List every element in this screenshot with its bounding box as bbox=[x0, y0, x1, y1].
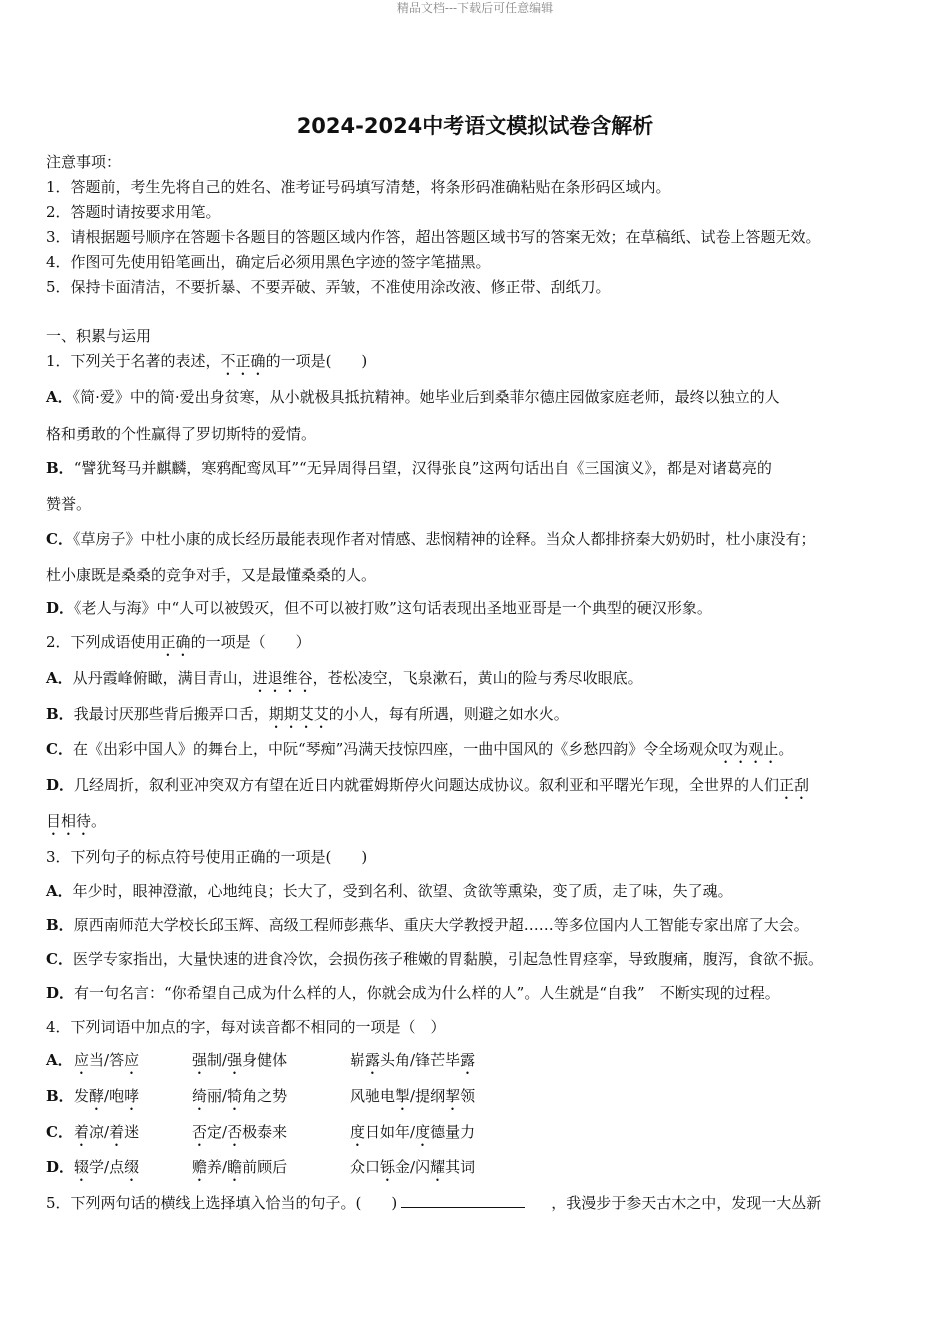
question-1-option-a-cont: 格和勇敢的个性赢得了罗切斯特的爱情。 bbox=[46, 425, 317, 443]
emphasis-text: 正确 bbox=[160, 633, 191, 651]
dotted-char: 度 bbox=[350, 1123, 366, 1141]
question-1-option-d: D．《老人与海》中“人可以被毁灭，但不可以被打败”这句话表现出圣地亚哥是一个典型的硬汉形象。 bbox=[46, 599, 712, 617]
emphasis-text: 进退维谷 bbox=[252, 669, 313, 687]
dotted-char: 犄 bbox=[227, 1087, 243, 1105]
question-4-word-pair: 强制/强身健体 bbox=[192, 1051, 288, 1069]
question-4-word-pair: 度日如年/度德量力 bbox=[350, 1123, 476, 1141]
question-4-word-pair: 风驰电掣/提纲挈领 bbox=[350, 1087, 476, 1105]
dotted-char: 应 bbox=[124, 1051, 140, 1069]
dotted-char: 着 bbox=[109, 1123, 125, 1141]
question-1-stem: 1．下列关于名著的表述，不正确的一项是( ) bbox=[46, 352, 368, 370]
dotted-char: 否 bbox=[227, 1123, 243, 1141]
notice-item-4: 4．作图可先使用铅笔画出，确定后必须用黑色字迹的签字笔描黑。 bbox=[46, 253, 491, 271]
question-4-word-pair: 着凉/着迷 bbox=[74, 1123, 140, 1141]
question-3-option-c: C．医学专家指出，大量快速的进食冷饮，会损伤孩子稚嫩的胃黏膜，引起急性胃痉挛，导致腹痛，腹泻，食欲不振。 bbox=[46, 950, 823, 968]
section-heading: 一、积累与运用 bbox=[46, 327, 152, 345]
question-2-option-c: C．在《出彩中国人》的舞台上，中阮“琴痴”冯满天技惊四座，一曲中国风的《乡愁四韵》令全场观众叹为观止。 bbox=[46, 740, 794, 758]
question-4-word-pair: 发酵/咆哮 bbox=[74, 1087, 140, 1105]
dotted-char: 缀 bbox=[124, 1158, 140, 1176]
page-title: 2024-2024中考语文模拟试卷含解析 bbox=[296, 114, 654, 138]
dotted-char: 否 bbox=[192, 1123, 208, 1141]
emphasis-text: 正刮 bbox=[779, 776, 810, 794]
dotted-char: 强 bbox=[192, 1051, 208, 1069]
question-4-option-label: D． bbox=[46, 1158, 75, 1176]
question-2-option-d-cont: 目相待。 bbox=[46, 812, 107, 830]
emphasis-text: 叹为观止 bbox=[718, 740, 779, 758]
dotted-char: 挈 bbox=[445, 1087, 461, 1105]
emphasis-text: 不正确 bbox=[220, 352, 266, 370]
question-4-stem: 4．下列词语中加点的字，每对读音都不相同的一项是（ ） bbox=[46, 1018, 446, 1036]
notice-heading: 注意事项： bbox=[46, 153, 122, 171]
question-4-word-pair: 否定/否极泰来 bbox=[192, 1123, 288, 1141]
question-4-word-pair: 绮丽/犄角之势 bbox=[192, 1087, 288, 1105]
question-4-word-pair: 崭露头角/锋芒毕露 bbox=[350, 1051, 476, 1069]
question-2-option-b: B．我最讨厌那些背后搬弄口舌，期期艾艾的小人，每有所遇，则避之如水火。 bbox=[46, 705, 569, 723]
page-header: 精品文档---下载后可任意编辑 bbox=[396, 1, 554, 15]
question-4-option-label: A． bbox=[46, 1051, 73, 1069]
dotted-char: 露 bbox=[460, 1051, 476, 1069]
notice-item-3: 3．请根据题号顺序在答题卡各题目的答题区域内作答，超出答题区域书写的答案无效；在草稿纸、试卷上答题无效。 bbox=[46, 228, 821, 246]
notice-item-5: 5．保持卡面清洁，不要折暴、不要弄破、弄皱，不准使用涂改液、修正带、刮纸刀。 bbox=[46, 278, 611, 296]
notice-item-2: 2．答题时请按要求用笔。 bbox=[46, 203, 221, 221]
notice-item-1: 1．答题前，考生先将自己的姓名、准考证号码填写清楚，将条形码准确粘贴在条形码区域内。 bbox=[46, 178, 671, 196]
question-4-word-pair: 应当/答应 bbox=[74, 1051, 140, 1069]
question-1-option-a: A．《简·爱》中的简·爱出身贫寒，从小就极具抵抗精神。她毕业后到桑菲尔德庄园做家庭老师，最终以独立的人 bbox=[46, 388, 780, 406]
question-4-word-pair: 赡养/瞻前顾后 bbox=[192, 1158, 288, 1176]
question-1-option-c-cont: 杜小康既是桑桑的竞争对手，又是最懂桑桑的人。 bbox=[46, 566, 377, 584]
dotted-char: 绮 bbox=[192, 1087, 208, 1105]
dotted-char: 铄 bbox=[380, 1158, 396, 1176]
question-4-word-pair: 众口铄金/闪耀其词 bbox=[350, 1158, 476, 1176]
question-4-word-pair: 辍学/点缀 bbox=[74, 1158, 140, 1176]
dotted-char: 强 bbox=[227, 1051, 243, 1069]
dotted-char: 掣 bbox=[395, 1087, 411, 1105]
dotted-char: 露 bbox=[365, 1051, 381, 1069]
dotted-char: 耀 bbox=[430, 1158, 446, 1176]
question-2-option-a: A．从丹霞峰俯瞰，满目青山，进退维谷，苍松凌空，飞泉漱石，黄山的险与秀尽收眼底。 bbox=[46, 669, 643, 687]
dotted-char: 酵 bbox=[89, 1087, 105, 1105]
answer-blank bbox=[401, 1193, 525, 1208]
question-4-option-label: C． bbox=[46, 1123, 73, 1141]
question-1-option-b: B．“譬犹驽马并麒麟，寒鸦配鸾凤耳”“无异周得吕望，汉得张良”这两句话出自《三国演义》，都是对诸葛亮的 bbox=[46, 459, 772, 477]
dotted-char: 应 bbox=[74, 1051, 90, 1069]
question-2-stem: 2．下列成语使用正确的一项是（ ） bbox=[46, 633, 311, 651]
question-3-option-d: D．有一句名言：“你希望自己成为什么样的人，你就会成为什么样的人”。人生就是“自我” 不断实现的过程。 bbox=[46, 984, 780, 1002]
dotted-char: 瞻 bbox=[227, 1158, 243, 1176]
question-2-option-d: D．几经周折，叙利亚冲突双方有望在近日内就霍姆斯停火问题达成协议。叙利亚和平曙光乍现，全世界的人们正刮 bbox=[46, 776, 810, 794]
question-3-stem: 3．下列句子的标点符号使用正确的一项是( ) bbox=[46, 848, 368, 866]
question-4-option-label: B． bbox=[46, 1087, 74, 1105]
dotted-char: 着 bbox=[74, 1123, 90, 1141]
dotted-char: 度 bbox=[415, 1123, 431, 1141]
question-1-option-b-cont: 赞誉。 bbox=[46, 495, 92, 513]
question-3-option-a: A．年少时，眼神澄澈，心地纯良；长大了，受到名利、欲望、贪欲等熏染，变了质，走了味，失了魂。 bbox=[46, 882, 733, 900]
question-5-stem: 5．下列两句话的横线上选择填入恰当的句子。( ) ，我漫步于参天古木之中，发现一大丛新 bbox=[46, 1194, 822, 1212]
dotted-char: 辍 bbox=[74, 1158, 90, 1176]
emphasis-text: 目相待 bbox=[46, 812, 92, 830]
dotted-char: 哮 bbox=[124, 1087, 140, 1105]
emphasis-text: 期期艾艾 bbox=[268, 705, 329, 723]
question-1-option-c: C．《草房子》中杜小康的成长经历最能表现作者对情感、悲悯精神的诠释。当众人都排挤秦大奶奶时，杜小康没有； bbox=[46, 530, 816, 548]
question-3-option-b: B．原西南师范大学校长邱玉辉、高级工程师彭燕华、重庆大学教授尹超……等多位国内人工智能专家出席了大会。 bbox=[46, 916, 809, 934]
dotted-char: 赡 bbox=[192, 1158, 208, 1176]
